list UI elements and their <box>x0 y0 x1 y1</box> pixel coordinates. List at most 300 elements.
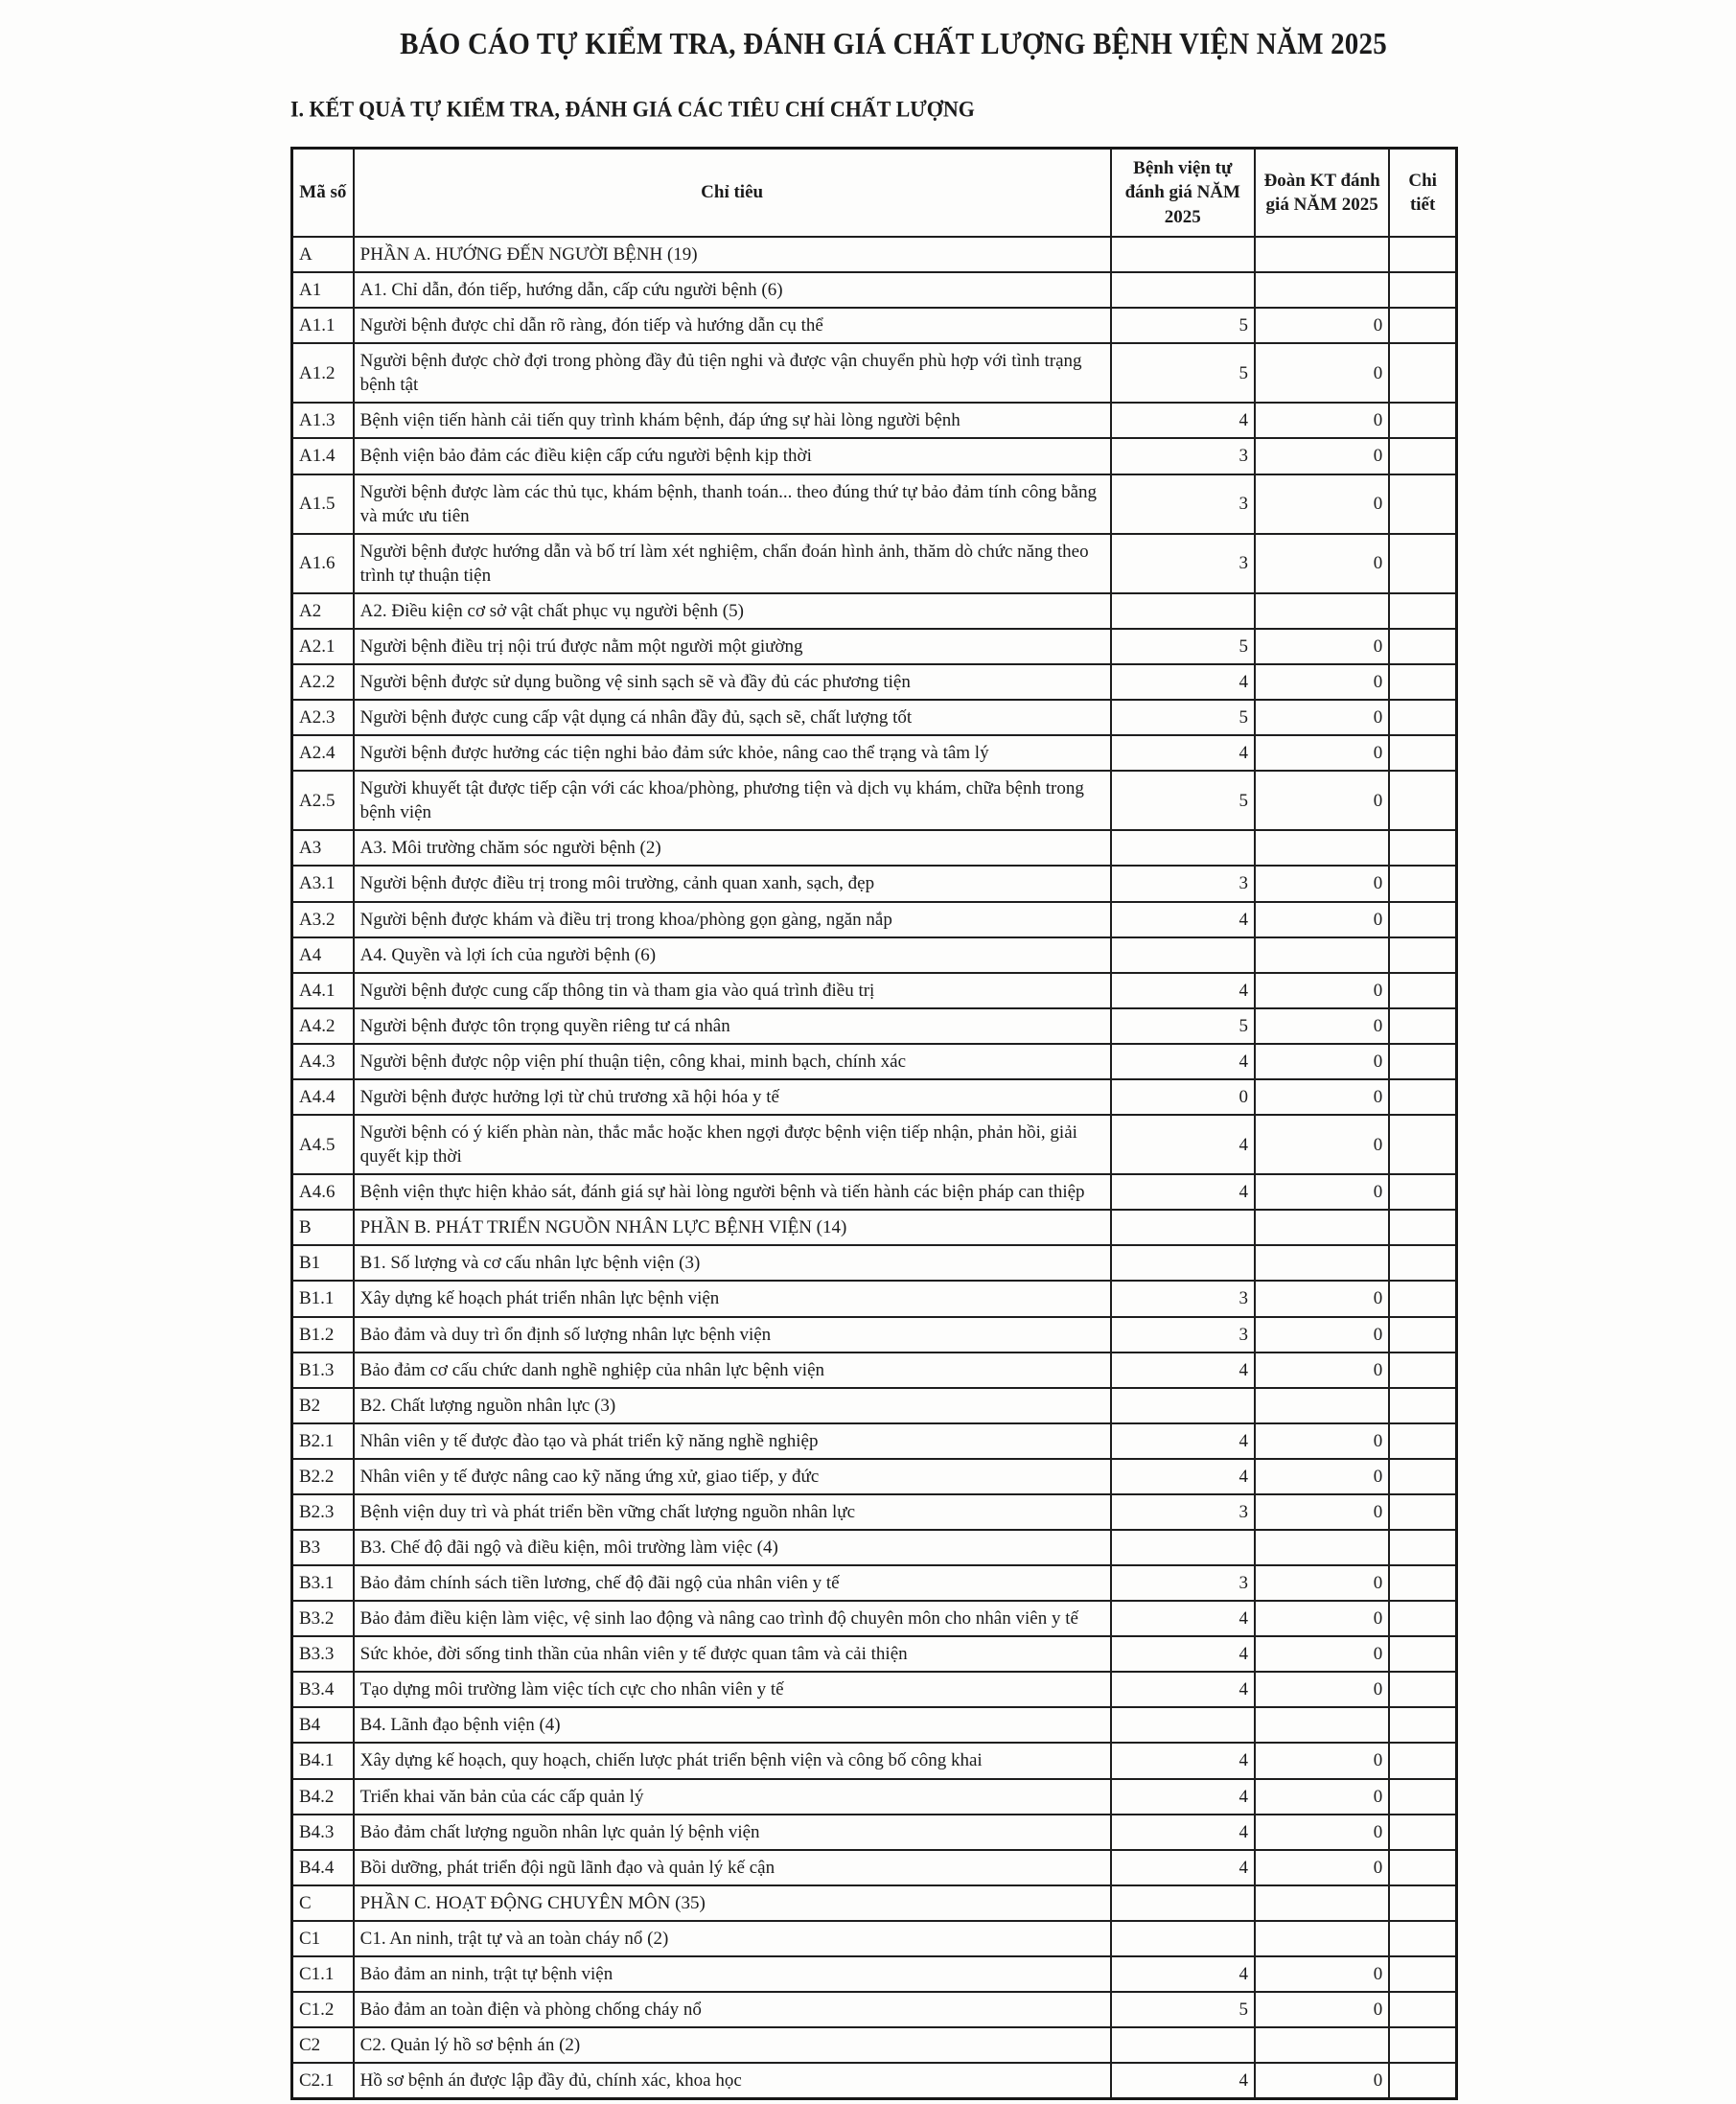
table-row <box>292 1210 1457 1245</box>
row-detail <box>1389 1885 1456 1921</box>
row-code: B4.4 <box>292 1850 354 1885</box>
row-self-score: 3 <box>1111 438 1255 474</box>
row-code: A4.2 <box>292 1008 354 1044</box>
row-code: A1.4 <box>292 438 354 474</box>
table-row <box>292 1174 1457 1210</box>
col-header-code: Mã số <box>292 149 354 238</box>
row-detail <box>1389 1779 1456 1815</box>
row-code: A4.4 <box>292 1079 354 1115</box>
row-self-score: 4 <box>1111 1850 1255 1885</box>
row-team-score: 0 <box>1255 1174 1389 1210</box>
row-code: A1.2 <box>292 343 354 403</box>
row-detail <box>1389 1850 1456 1885</box>
row-detail <box>1389 866 1456 901</box>
row-detail <box>1389 1008 1456 1044</box>
row-code: A2.4 <box>292 735 354 771</box>
row-team-score: 0 <box>1255 902 1389 937</box>
table-row <box>292 1956 1457 1992</box>
row-criteria: Bảo đảm điều kiện làm việc, vệ sinh lao động và nâng cao trình độ chuyên môn cho nhân viên y tế <box>354 1601 1111 1636</box>
row-code: A3.1 <box>292 866 354 901</box>
row-self-score: 4 <box>1111 1044 1255 1079</box>
row-detail <box>1389 1956 1456 1992</box>
row-self-score: 5 <box>1111 1008 1255 1044</box>
row-code: A4.3 <box>292 1044 354 1079</box>
row-detail <box>1389 937 1456 973</box>
row-criteria: Người bệnh được chờ đợi trong phòng đầy đủ tiện nghi và được vận chuyển phù hợp với tình trạng bệnh tật <box>354 343 1111 403</box>
row-criteria: PHẦN B. PHÁT TRIỂN NGUỒN NHÂN LỰC BỆNH VIỆN (14) <box>354 1210 1111 1245</box>
row-criteria: Nhân viên y tế được nâng cao kỹ năng ứng xử, giao tiếp, y đức <box>354 1459 1111 1494</box>
row-criteria: B1. Số lượng và cơ cấu nhân lực bệnh viện (3) <box>354 1245 1111 1281</box>
row-criteria: Người bệnh được hướng dẫn và bố trí làm xét nghiệm, chẩn đoán hình ảnh, thăm dò chức năng theo trình tự thuận tiện <box>354 534 1111 593</box>
row-code: A2.5 <box>292 771 354 830</box>
row-team-score: 0 <box>1255 1317 1389 1353</box>
row-code: B1.2 <box>292 1317 354 1353</box>
row-code: A2.2 <box>292 664 354 700</box>
row-team-score: 0 <box>1255 1459 1389 1494</box>
row-code: B4 <box>292 1707 354 1743</box>
row-code: B2 <box>292 1388 354 1423</box>
row-team-score: 0 <box>1255 973 1389 1008</box>
table-row <box>292 1530 1457 1565</box>
row-code: B <box>292 1210 354 1245</box>
row-detail <box>1389 664 1456 700</box>
row-detail <box>1389 1210 1456 1245</box>
table-row <box>292 700 1457 735</box>
row-code: A4.1 <box>292 973 354 1008</box>
row-detail <box>1389 343 1456 403</box>
row-criteria: Hồ sơ bệnh án được lập đầy đủ, chính xác, khoa học <box>354 2063 1111 2099</box>
row-code: A1.6 <box>292 534 354 593</box>
row-code: A2.3 <box>292 700 354 735</box>
row-criteria: Sức khỏe, đời sống tinh thần của nhân viên y tế được quan tâm và cải thiện <box>354 1636 1111 1672</box>
row-detail <box>1389 1636 1456 1672</box>
row-criteria: Tạo dựng môi trường làm việc tích cực cho nhân viên y tế <box>354 1672 1111 1707</box>
row-code: C <box>292 1885 354 1921</box>
table-row <box>292 1115 1457 1174</box>
row-team-score: 0 <box>1255 403 1389 438</box>
row-criteria: Bảo đảm và duy trì ổn định số lượng nhân lực bệnh viện <box>354 1317 1111 1353</box>
row-detail <box>1389 1115 1456 1174</box>
row-criteria: Bảo đảm an toàn điện và phòng chống cháy nổ <box>354 1992 1111 2027</box>
table-row <box>292 438 1457 474</box>
row-criteria: Người bệnh được nộp viện phí thuận tiện, công khai, minh bạch, chính xác <box>354 1044 1111 1079</box>
row-self-score <box>1111 830 1255 866</box>
row-self-score: 4 <box>1111 1423 1255 1459</box>
row-self-score: 4 <box>1111 403 1255 438</box>
row-self-score <box>1111 1885 1255 1921</box>
row-criteria: Bệnh viện thực hiện khảo sát, đánh giá sự hài lòng người bệnh và tiến hành các biện pháp can thiệp <box>354 1174 1111 1210</box>
row-team-score <box>1255 2027 1389 2063</box>
table-row <box>292 1008 1457 1044</box>
row-criteria: Người bệnh được làm các thủ tục, khám bệnh, thanh toán... theo đúng thứ tự bảo đảm tính công bằng và mức ưu tiên <box>354 474 1111 534</box>
row-self-score: 5 <box>1111 629 1255 664</box>
row-self-score <box>1111 1707 1255 1743</box>
row-self-score: 3 <box>1111 1317 1255 1353</box>
row-team-score: 0 <box>1255 308 1389 343</box>
row-criteria: Người bệnh được chỉ dẫn rõ ràng, đón tiếp và hướng dẫn cụ thể <box>354 308 1111 343</box>
table-row <box>292 534 1457 593</box>
row-team-score <box>1255 1245 1389 1281</box>
row-code: B1 <box>292 1245 354 1281</box>
row-self-score: 3 <box>1111 1281 1255 1316</box>
row-team-score <box>1255 237 1389 272</box>
row-criteria: Bảo đảm cơ cấu chức danh nghề nghiệp của nhân lực bệnh viện <box>354 1353 1111 1388</box>
row-self-score: 4 <box>1111 1743 1255 1778</box>
row-team-score: 0 <box>1255 1743 1389 1778</box>
row-code: B3.1 <box>292 1565 354 1601</box>
row-self-score <box>1111 1245 1255 1281</box>
row-team-score: 0 <box>1255 1494 1389 1530</box>
row-team-score: 0 <box>1255 1956 1389 1992</box>
table-row <box>292 1672 1457 1707</box>
row-self-score: 4 <box>1111 735 1255 771</box>
table-row <box>292 343 1457 403</box>
row-team-score: 0 <box>1255 1601 1389 1636</box>
row-criteria: Người bệnh được hưởng lợi từ chủ trương xã hội hóa y tế <box>354 1079 1111 1115</box>
row-self-score <box>1111 1210 1255 1245</box>
row-self-score: 4 <box>1111 1459 1255 1494</box>
table-row <box>292 735 1457 771</box>
row-code: C2.1 <box>292 2063 354 2099</box>
row-detail <box>1389 1423 1456 1459</box>
row-self-score: 5 <box>1111 343 1255 403</box>
row-criteria: Người bệnh được khám và điều trị trong khoa/phòng gọn gàng, ngăn nắp <box>354 902 1111 937</box>
row-self-score <box>1111 2027 1255 2063</box>
row-team-score <box>1255 1388 1389 1423</box>
row-code: B3 <box>292 1530 354 1565</box>
row-team-score: 0 <box>1255 1079 1389 1115</box>
row-detail <box>1389 1494 1456 1530</box>
row-criteria: B2. Chất lượng nguồn nhân lực (3) <box>354 1388 1111 1423</box>
table-row <box>292 629 1457 664</box>
row-team-score: 0 <box>1255 1672 1389 1707</box>
table-row <box>292 1079 1457 1115</box>
table-row <box>292 1388 1457 1423</box>
table-row <box>292 2063 1457 2099</box>
row-detail <box>1389 1992 1456 2027</box>
row-detail <box>1389 973 1456 1008</box>
row-criteria: Bồi dưỡng, phát triển đội ngũ lãnh đạo và quản lý kế cận <box>354 1850 1111 1885</box>
row-self-score: 3 <box>1111 474 1255 534</box>
row-code: A4 <box>292 937 354 973</box>
row-code: A <box>292 237 354 272</box>
row-team-score: 0 <box>1255 1353 1389 1388</box>
row-detail <box>1389 1707 1456 1743</box>
table-row <box>292 902 1457 937</box>
row-code: A1 <box>292 272 354 308</box>
row-criteria: Người bệnh được hưởng các tiện nghi bảo đảm sức khỏe, nâng cao thể trạng và tâm lý <box>354 735 1111 771</box>
row-detail <box>1389 534 1456 593</box>
row-detail <box>1389 2027 1456 2063</box>
row-detail <box>1389 593 1456 629</box>
row-code: B3.4 <box>292 1672 354 1707</box>
row-team-score: 0 <box>1255 1044 1389 1079</box>
table-row <box>292 1850 1457 1885</box>
row-self-score <box>1111 1921 1255 1956</box>
row-criteria: Người bệnh được tôn trọng quyền riêng tư cá nhân <box>354 1008 1111 1044</box>
row-detail <box>1389 1672 1456 1707</box>
col-header-self-assessment: Bệnh viện tự đánh giá NĂM 2025 <box>1111 149 1255 238</box>
row-criteria: Người bệnh có ý kiến phàn nàn, thắc mắc hoặc khen ngợi được bệnh viện tiếp nhận, phản hồi, giải quyết kịp thời <box>354 1115 1111 1174</box>
row-team-score: 0 <box>1255 474 1389 534</box>
row-self-score: 3 <box>1111 1494 1255 1530</box>
table-row <box>292 1565 1457 1601</box>
row-self-score: 4 <box>1111 1815 1255 1850</box>
table-row <box>292 237 1457 272</box>
row-criteria: Người bệnh được điều trị trong môi trường, cảnh quan xanh, sạch, đẹp <box>354 866 1111 901</box>
row-detail <box>1389 272 1456 308</box>
row-criteria: A3. Môi trường chăm sóc người bệnh (2) <box>354 830 1111 866</box>
row-code: A2.1 <box>292 629 354 664</box>
row-self-score: 4 <box>1111 973 1255 1008</box>
row-team-score: 0 <box>1255 664 1389 700</box>
row-criteria: Người bệnh được cung cấp thông tin và tham gia vào quá trình điều trị <box>354 973 1111 1008</box>
row-team-score <box>1255 1210 1389 1245</box>
table-row <box>292 1423 1457 1459</box>
row-team-score: 0 <box>1255 1992 1389 2027</box>
report-content <box>290 21 1458 2100</box>
row-self-score: 5 <box>1111 1992 1255 2027</box>
row-team-score <box>1255 1921 1389 1956</box>
table-row <box>292 1743 1457 1778</box>
row-code: C2 <box>292 2027 354 2063</box>
row-team-score <box>1255 272 1389 308</box>
row-self-score: 5 <box>1111 308 1255 343</box>
table-row <box>292 1353 1457 1388</box>
row-detail <box>1389 403 1456 438</box>
row-detail <box>1389 700 1456 735</box>
table-row <box>292 1494 1457 1530</box>
row-criteria: Bệnh viện tiến hành cải tiến quy trình khám bệnh, đáp ứng sự hài lòng người bệnh <box>354 403 1111 438</box>
row-self-score: 4 <box>1111 1353 1255 1388</box>
row-code: A3.2 <box>292 902 354 937</box>
row-detail <box>1389 2063 1456 2099</box>
row-code: A1.3 <box>292 403 354 438</box>
row-self-score: 4 <box>1111 902 1255 937</box>
criteria-table-header <box>292 149 1457 238</box>
row-code: B1.3 <box>292 1353 354 1388</box>
row-team-score: 0 <box>1255 1815 1389 1850</box>
row-self-score <box>1111 593 1255 629</box>
row-self-score: 5 <box>1111 700 1255 735</box>
row-code: C1.1 <box>292 1956 354 1992</box>
row-code: A4.6 <box>292 1174 354 1210</box>
table-row <box>292 2027 1457 2063</box>
row-code: B3.2 <box>292 1601 354 1636</box>
table-row <box>292 1885 1457 1921</box>
col-header-criteria: Chỉ tiêu <box>354 149 1111 238</box>
row-criteria: Nhân viên y tế được đào tạo và phát triển kỹ năng nghề nghiệp <box>354 1423 1111 1459</box>
row-self-score: 3 <box>1111 866 1255 901</box>
row-detail <box>1389 438 1456 474</box>
criteria-table-body <box>292 237 1457 2099</box>
row-team-score: 0 <box>1255 2063 1389 2099</box>
row-detail <box>1389 629 1456 664</box>
row-team-score <box>1255 1885 1389 1921</box>
row-self-score: 4 <box>1111 1672 1255 1707</box>
row-self-score: 5 <box>1111 771 1255 830</box>
row-self-score <box>1111 937 1255 973</box>
row-self-score: 4 <box>1111 1115 1255 1174</box>
row-self-score: 3 <box>1111 1565 1255 1601</box>
row-team-score <box>1255 937 1389 973</box>
row-team-score <box>1255 593 1389 629</box>
row-team-score: 0 <box>1255 1115 1389 1174</box>
table-row <box>292 1707 1457 1743</box>
col-header-team-assessment: Đoàn KT đánh giá NĂM 2025 <box>1255 149 1389 238</box>
row-detail <box>1389 1281 1456 1316</box>
row-code: B1.1 <box>292 1281 354 1316</box>
row-team-score: 0 <box>1255 1008 1389 1044</box>
row-team-score: 0 <box>1255 735 1389 771</box>
row-team-score: 0 <box>1255 771 1389 830</box>
row-detail <box>1389 1530 1456 1565</box>
row-detail <box>1389 1815 1456 1850</box>
row-detail <box>1389 237 1456 272</box>
table-row <box>292 1779 1457 1815</box>
row-code: C1 <box>292 1921 354 1956</box>
row-self-score <box>1111 1388 1255 1423</box>
col-header-detail: Chi tiết <box>1389 149 1456 238</box>
table-row <box>292 403 1457 438</box>
row-detail <box>1389 1743 1456 1778</box>
table-row <box>292 1815 1457 1850</box>
row-code: C1.2 <box>292 1992 354 2027</box>
row-self-score <box>1111 1530 1255 1565</box>
row-code: A4.5 <box>292 1115 354 1174</box>
row-detail <box>1389 1921 1456 1956</box>
row-team-score: 0 <box>1255 438 1389 474</box>
row-detail <box>1389 1565 1456 1601</box>
row-team-score: 0 <box>1255 1850 1389 1885</box>
row-criteria: B4. Lãnh đạo bệnh viện (4) <box>354 1707 1111 1743</box>
table-row <box>292 1459 1457 1494</box>
row-code: B4.3 <box>292 1815 354 1850</box>
row-detail <box>1389 308 1456 343</box>
row-detail <box>1389 902 1456 937</box>
row-self-score: 4 <box>1111 664 1255 700</box>
row-team-score: 0 <box>1255 343 1389 403</box>
row-detail <box>1389 1353 1456 1388</box>
row-criteria: Xây dựng kế hoạch phát triển nhân lực bệnh viện <box>354 1281 1111 1316</box>
criteria-table <box>290 147 1458 2100</box>
table-row <box>292 1281 1457 1316</box>
row-team-score: 0 <box>1255 1281 1389 1316</box>
row-team-score: 0 <box>1255 1636 1389 1672</box>
row-code: A1.5 <box>292 474 354 534</box>
row-self-score: 4 <box>1111 1601 1255 1636</box>
row-criteria: PHẦN C. HOẠT ĐỘNG CHUYÊN MÔN (35) <box>354 1885 1111 1921</box>
row-detail <box>1389 771 1456 830</box>
row-criteria: B3. Chế độ đãi ngộ và điều kiện, môi trường làm việc (4) <box>354 1530 1111 1565</box>
row-criteria: Bệnh viện bảo đảm các điều kiện cấp cứu người bệnh kịp thời <box>354 438 1111 474</box>
row-detail <box>1389 1601 1456 1636</box>
table-row <box>292 664 1457 700</box>
row-team-score <box>1255 1707 1389 1743</box>
row-team-score: 0 <box>1255 866 1389 901</box>
row-team-score: 0 <box>1255 629 1389 664</box>
row-criteria: Bảo đảm an ninh, trật tự bệnh viện <box>354 1956 1111 1992</box>
header-row <box>292 149 1457 238</box>
table-row <box>292 1245 1457 1281</box>
row-detail <box>1389 1044 1456 1079</box>
table-row <box>292 1317 1457 1353</box>
report-title: BÁO CÁO TỰ KIỂM TRA, ĐÁNH GIÁ CHẤT LƯỢNG BỆNH VIỆN NĂM 2025 <box>400 28 1387 61</box>
row-team-score: 0 <box>1255 1423 1389 1459</box>
row-self-score <box>1111 272 1255 308</box>
table-row <box>292 308 1457 343</box>
row-criteria: A4. Quyền và lợi ích của người bệnh (6) <box>354 937 1111 973</box>
row-criteria: Xây dựng kế hoạch, quy hoạch, chiến lược phát triển bệnh viện và công bố công khai <box>354 1743 1111 1778</box>
row-self-score <box>1111 237 1255 272</box>
row-team-score: 0 <box>1255 1779 1389 1815</box>
row-detail <box>1389 735 1456 771</box>
row-criteria: Người bệnh được sử dụng buồng vệ sinh sạch sẽ và đầy đủ các phương tiện <box>354 664 1111 700</box>
row-criteria: Bảo đảm chất lượng nguồn nhân lực quản lý bệnh viện <box>354 1815 1111 1850</box>
table-row <box>292 830 1457 866</box>
row-criteria: Bảo đảm chính sách tiền lương, chế độ đãi ngộ của nhân viên y tế <box>354 1565 1111 1601</box>
row-self-score: 3 <box>1111 534 1255 593</box>
row-criteria: Triển khai văn bản của các cấp quản lý <box>354 1779 1111 1815</box>
row-criteria: Người bệnh điều trị nội trú được nằm một người một giường <box>354 629 1111 664</box>
table-row <box>292 937 1457 973</box>
table-row <box>292 272 1457 308</box>
row-detail <box>1389 1317 1456 1353</box>
row-code: B2.1 <box>292 1423 354 1459</box>
row-code: B4.1 <box>292 1743 354 1778</box>
row-criteria: A1. Chỉ dẫn, đón tiếp, hướng dẫn, cấp cứu người bệnh (6) <box>354 272 1111 308</box>
table-row <box>292 593 1457 629</box>
section-heading: I. KẾT QUẢ TỰ KIỂM TRA, ĐÁNH GIÁ CÁC TIÊU CHÍ CHẤT LƯỢNG <box>290 96 975 122</box>
row-detail <box>1389 474 1456 534</box>
table-row <box>292 866 1457 901</box>
row-detail <box>1389 1174 1456 1210</box>
row-self-score: 4 <box>1111 2063 1255 2099</box>
row-code: A1.1 <box>292 308 354 343</box>
row-team-score: 0 <box>1255 534 1389 593</box>
row-criteria: A2. Điều kiện cơ sở vật chất phục vụ người bệnh (5) <box>354 593 1111 629</box>
row-criteria: C1. An ninh, trật tự và an toàn cháy nổ (2) <box>354 1921 1111 1956</box>
table-row <box>292 474 1457 534</box>
table-row <box>292 771 1457 830</box>
row-detail <box>1389 1245 1456 1281</box>
row-team-score: 0 <box>1255 1565 1389 1601</box>
row-criteria: Bệnh viện duy trì và phát triển bền vững chất lượng nguồn nhân lực <box>354 1494 1111 1530</box>
row-self-score: 0 <box>1111 1079 1255 1115</box>
table-row <box>292 1044 1457 1079</box>
row-code: B3.3 <box>292 1636 354 1672</box>
row-code: A2 <box>292 593 354 629</box>
table-row <box>292 1601 1457 1636</box>
row-team-score <box>1255 1530 1389 1565</box>
table-row <box>292 973 1457 1008</box>
row-self-score: 4 <box>1111 1956 1255 1992</box>
row-detail <box>1389 1079 1456 1115</box>
table-row <box>292 1992 1457 2027</box>
row-team-score: 0 <box>1255 700 1389 735</box>
table-row <box>292 1636 1457 1672</box>
row-code: B2.3 <box>292 1494 354 1530</box>
row-detail <box>1389 1388 1456 1423</box>
row-criteria: Người bệnh được cung cấp vật dụng cá nhân đầy đủ, sạch sẽ, chất lượng tốt <box>354 700 1111 735</box>
row-detail <box>1389 830 1456 866</box>
row-code: B2.2 <box>292 1459 354 1494</box>
row-team-score <box>1255 830 1389 866</box>
row-criteria: C2. Quản lý hồ sơ bệnh án (2) <box>354 2027 1111 2063</box>
row-code: A3 <box>292 830 354 866</box>
table-row <box>292 1921 1457 1956</box>
row-code: B4.2 <box>292 1779 354 1815</box>
